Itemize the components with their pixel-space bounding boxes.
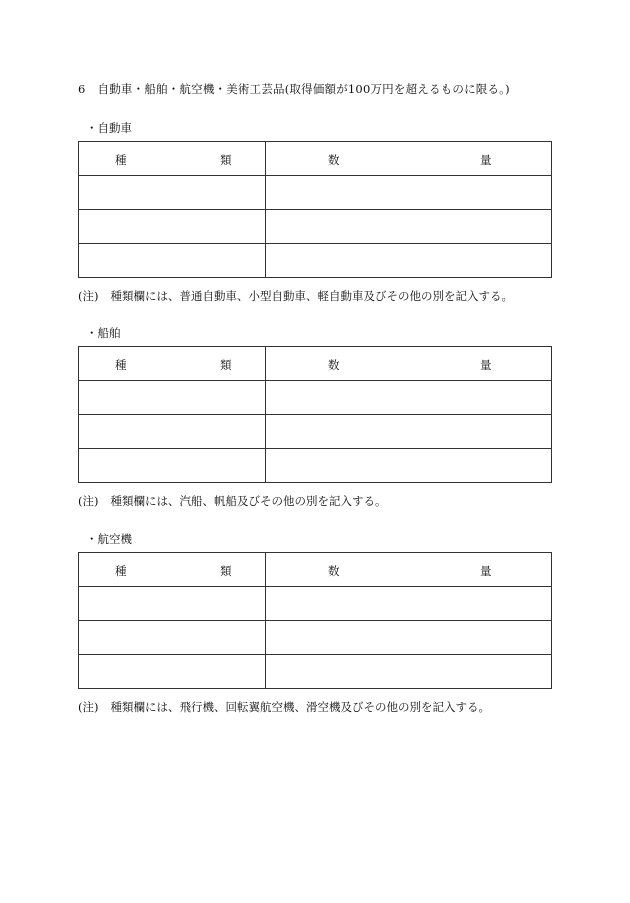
header-type xyxy=(79,347,266,381)
table-note xyxy=(78,288,513,304)
quantity-cell[interactable] xyxy=(266,587,552,621)
table-note xyxy=(78,699,490,715)
quantity-cell[interactable] xyxy=(266,244,552,278)
table-row xyxy=(79,381,552,415)
header-type xyxy=(79,142,266,176)
table-header-row xyxy=(79,142,552,176)
header-quantity xyxy=(266,553,552,587)
type-cell[interactable] xyxy=(79,449,266,483)
page-title xyxy=(78,81,510,97)
table-row xyxy=(79,621,552,655)
quantity-cell[interactable] xyxy=(266,621,552,655)
note-tag: (注) xyxy=(78,494,99,508)
table-row xyxy=(79,415,552,449)
header-type-char-1: 種 xyxy=(115,358,127,372)
header-type xyxy=(79,553,266,587)
quantity-cell[interactable] xyxy=(266,655,552,689)
type-cell[interactable] xyxy=(79,587,266,621)
section-label: ・船舶 xyxy=(86,326,121,340)
header-quantity-char-1: 数 xyxy=(328,358,340,372)
header-type-char-2: 類 xyxy=(220,358,232,372)
table-row xyxy=(79,244,552,278)
note-text: 種類欄には、飛行機、回転翼航空機、滑空機及びその他の別を記入する。 xyxy=(110,700,490,714)
table-note xyxy=(78,493,386,509)
type-cell[interactable] xyxy=(79,655,266,689)
type-cell[interactable] xyxy=(79,176,266,210)
note-tag: (注) xyxy=(78,700,99,714)
quantity-cell[interactable] xyxy=(266,176,552,210)
table-row xyxy=(79,587,552,621)
header-quantity-char-2: 量 xyxy=(480,153,492,167)
header-quantity-char-2: 量 xyxy=(480,564,492,578)
ship-table xyxy=(78,346,552,483)
type-cell[interactable] xyxy=(79,210,266,244)
header-quantity xyxy=(266,347,552,381)
header-type-char-1: 種 xyxy=(115,153,127,167)
section-label: ・自動車 xyxy=(86,121,132,135)
section-label: ・航空機 xyxy=(86,532,132,546)
table-row xyxy=(79,449,552,483)
header-type-char-1: 種 xyxy=(115,564,127,578)
header-quantity-char-1: 数 xyxy=(328,153,340,167)
table-header-row xyxy=(79,553,552,587)
header-type-char-2: 類 xyxy=(220,564,232,578)
quantity-cell[interactable] xyxy=(266,210,552,244)
header-quantity-char-2: 量 xyxy=(480,358,492,372)
type-cell[interactable] xyxy=(79,415,266,449)
note-text: 種類欄には、汽船、帆船及びその他の別を記入する。 xyxy=(110,494,387,508)
section-number: 6 xyxy=(78,82,86,96)
type-cell[interactable] xyxy=(79,244,266,278)
note-text: 種類欄には、普通自動車、小型自動車、軽自動車及びその他の別を記入する。 xyxy=(110,289,513,303)
table-row xyxy=(79,655,552,689)
header-quantity-char-1: 数 xyxy=(328,564,340,578)
section-heading: 自動車・船舶・航空機・美術工芸品(取得価額が100万円を超えるものに限る。) xyxy=(97,82,510,96)
type-cell[interactable] xyxy=(79,381,266,415)
quantity-cell[interactable] xyxy=(266,381,552,415)
table-row xyxy=(79,176,552,210)
automobile-table xyxy=(78,141,552,278)
quantity-cell[interactable] xyxy=(266,449,552,483)
aircraft-table xyxy=(78,552,552,689)
note-tag: (注) xyxy=(78,289,99,303)
type-cell[interactable] xyxy=(79,621,266,655)
table-header-row xyxy=(79,347,552,381)
quantity-cell[interactable] xyxy=(266,415,552,449)
header-type-char-2: 類 xyxy=(220,153,232,167)
table-row xyxy=(79,210,552,244)
header-quantity xyxy=(266,142,552,176)
